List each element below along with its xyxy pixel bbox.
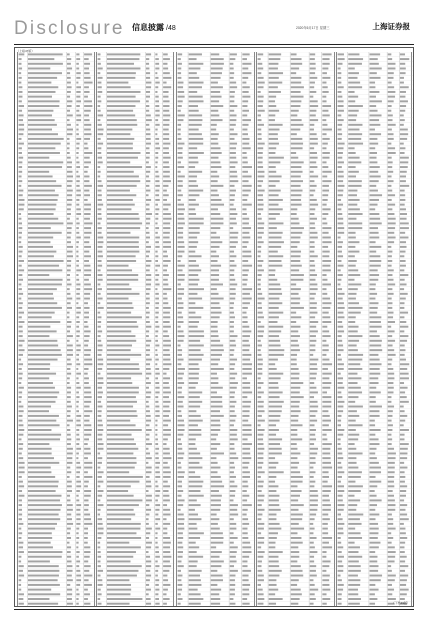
newspaper-name: 上海证券报 [372, 22, 410, 31]
masthead-rule [14, 44, 414, 45]
table-column-5-grid [337, 52, 413, 606]
table-column-1-grid [18, 52, 96, 606]
dateline: 2020年6月17日 星期三 [296, 26, 330, 30]
table-column-5 [336, 52, 412, 606]
table-column-2-grid [97, 52, 175, 606]
brand-wordmark: Disclosure [14, 18, 125, 39]
table-column-3 [176, 52, 255, 606]
masthead [14, 18, 414, 44]
footer-rule [14, 609, 414, 610]
table-column-1 [17, 52, 95, 606]
table-column-4-grid [257, 52, 336, 606]
continued-from-caption: （上接47版） [16, 48, 35, 53]
section-title: 信息披露 [132, 22, 164, 32]
continued-to-note: （下转49版） [391, 601, 410, 605]
table-column-4 [256, 52, 335, 606]
page-number: /48 [166, 25, 176, 32]
table-column-3-grid [177, 52, 256, 606]
section-heading [132, 22, 176, 33]
table-column-2 [96, 52, 174, 606]
